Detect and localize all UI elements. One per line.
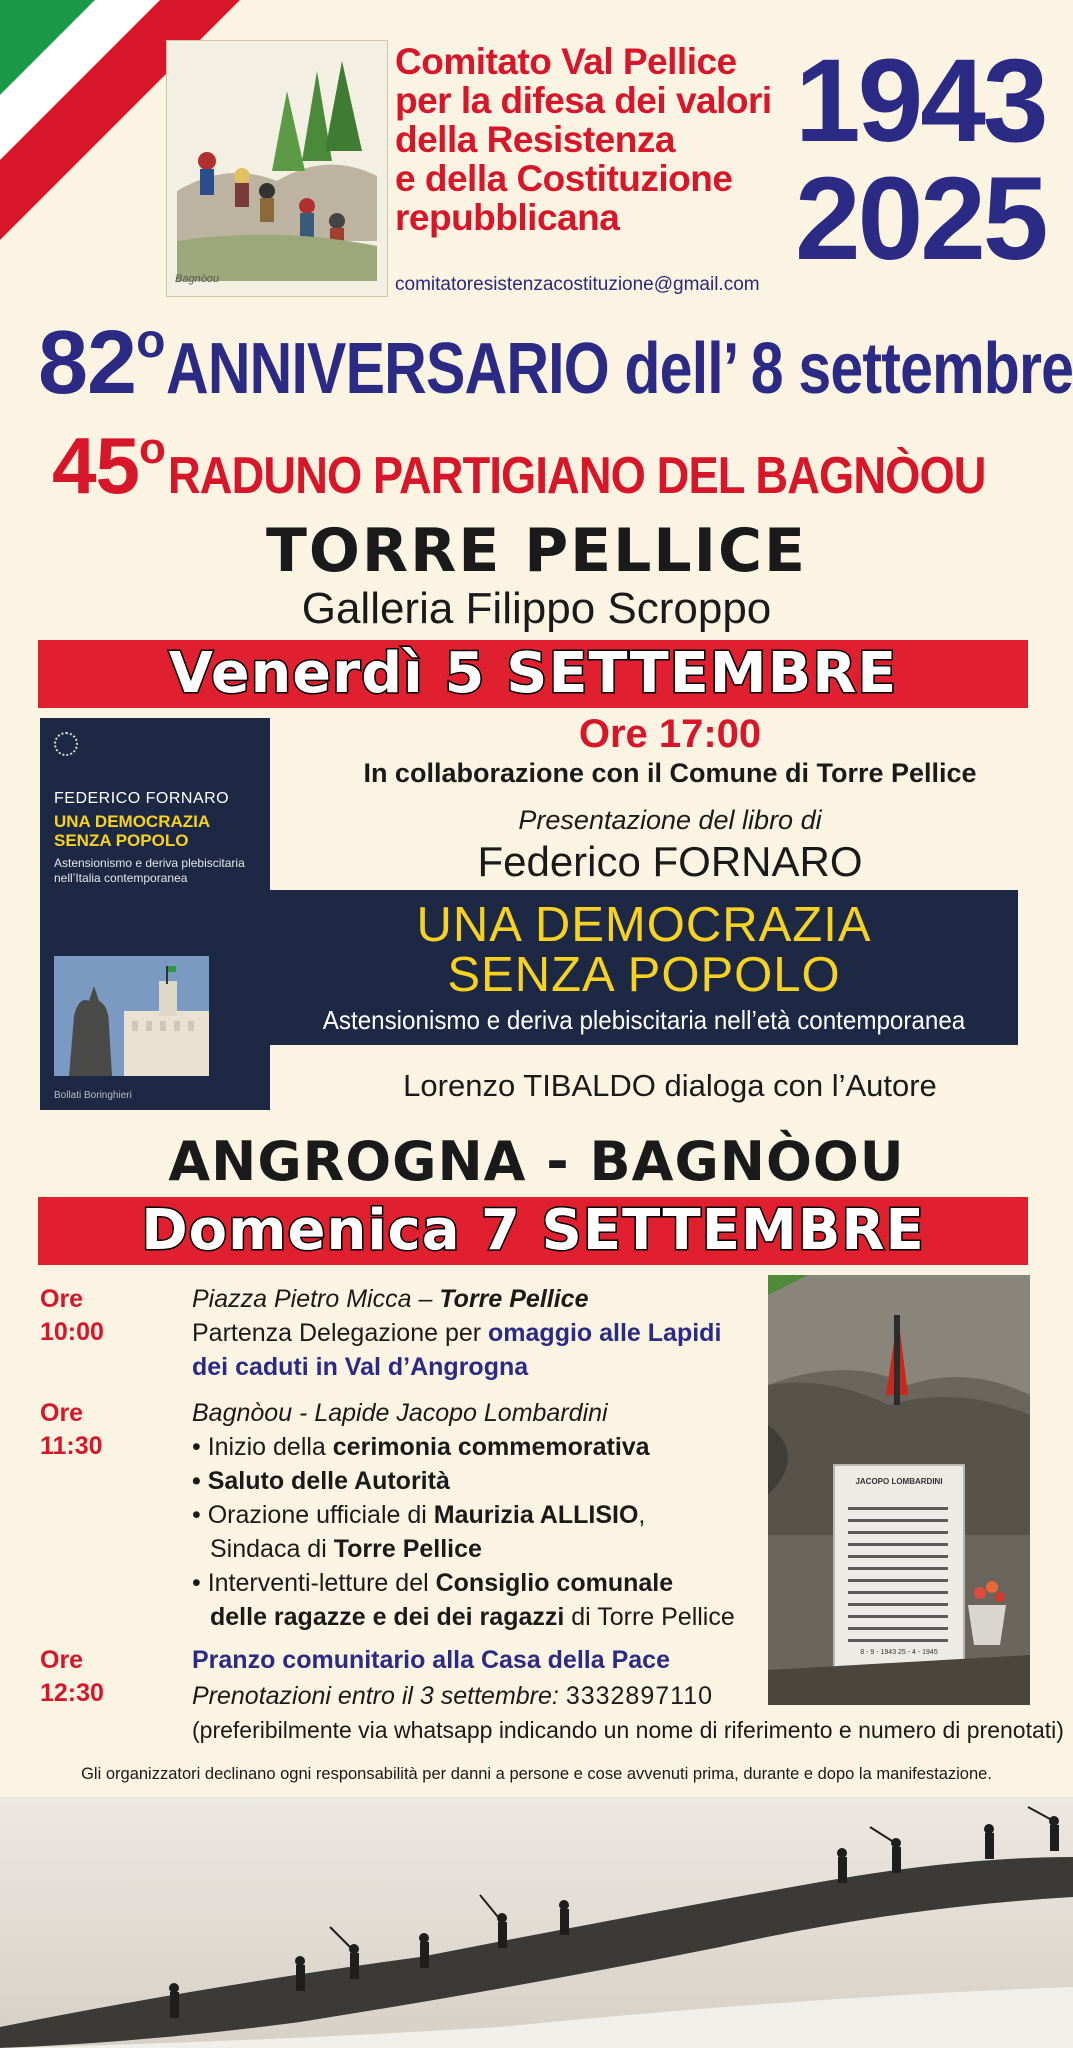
committee-line: e della Costituzione (395, 158, 733, 199)
plaque-name: JACOPO LOMBARDINI (855, 1477, 943, 1486)
program-bullet-cont (210, 1601, 735, 1634)
book-cover-subtitle-2: nell’Italia contemporanea (54, 871, 188, 885)
bullet-text: • Orazione ufficiale di (192, 1501, 434, 1529)
committee-line: Comitato Val Pellice (395, 41, 737, 82)
anniversary-ordinal: o (136, 315, 165, 368)
program-bullet: • Saluto delle Autorità (192, 1467, 450, 1495)
book-subtitle: Astensionismo e deriva plebiscitaria nell’età contemporanea (322, 1005, 966, 1035)
friday-time: Ore 17:00 (578, 712, 762, 756)
friday-author: Federico FORNARO (477, 838, 863, 885)
raduno-text: RADUNO PARTIGIANO DEL BAGNÒOU (168, 447, 986, 505)
bullet-text: • Inizio della (192, 1433, 333, 1461)
committee-email[interactable]: comitatoresistenzacostituzione@gmail.com (395, 274, 760, 295)
book-cover-title-1: UNA DEMOCRAZIA (54, 812, 211, 831)
program-time: Ore 10:00 (40, 1285, 104, 1346)
friday-venue: Galleria Filippo Scroppo (301, 584, 772, 633)
program-location (192, 1283, 588, 1316)
location-text: Piazza Pietro Micca – (192, 1285, 440, 1313)
memorial-plaque-photo (768, 1275, 1030, 1705)
book-title-1: UNA DEMOCRAZIA (416, 898, 872, 952)
reservation-phone[interactable]: 3332897110 (565, 1682, 713, 1710)
sunday-date: Domenica 7 SETTEMBRE (141, 1198, 925, 1263)
program-text: Partenza Delegazione per (192, 1319, 489, 1347)
book-cover-publisher: Bollati Boringhieri (54, 1090, 132, 1101)
book-cover-title-2: SENZA POPOLO (54, 831, 189, 850)
friday-dialog: Lorenzo TIBALDO dialoga con l’Autore (403, 1068, 937, 1103)
year-end: 2025 (795, 153, 1046, 285)
bullet-text: , (638, 1501, 646, 1529)
raduno-title (52, 420, 1073, 512)
publisher-logo-icon (54, 732, 78, 756)
committee-line: della Resistenza (395, 119, 675, 160)
program-highlight: dei caduti in Val d’Angrogna (192, 1353, 529, 1381)
committee-line: per la difesa dei valori (395, 80, 772, 121)
friday-date: Venerdì 5 SETTEMBRE (168, 641, 898, 706)
reservation-text: Prenotazioni entro il 3 settembre: (192, 1682, 566, 1710)
program-time: Ore 12:30 (40, 1646, 104, 1707)
bullet-bold: delle ragazze e dei dei ragazzi (210, 1603, 565, 1631)
bullet-text: Sindaca di (210, 1535, 334, 1563)
book-cover-photo (54, 956, 209, 1076)
friday-presentation: Presentazione del libro di (518, 805, 822, 835)
friday-place: TORRE PELLICE (266, 516, 807, 586)
plaque-dates: 8 - 9 - 1943 25 - 4 - 1945 (860, 1649, 938, 1656)
raduno-number: 45 (52, 421, 139, 510)
program-location: Bagnòou - Lapide Jacopo Lombardini (192, 1399, 608, 1427)
bullet-text: di Torre Pellice (564, 1603, 735, 1631)
sketch-caption: Bagnòou (175, 273, 220, 285)
sunday-date-band (38, 1197, 1028, 1265)
book-title-2: SENZA POPOLO (447, 948, 841, 1002)
book-cover (40, 718, 270, 1110)
years-block (795, 35, 1065, 285)
program-bullet (192, 1431, 650, 1464)
program-line (192, 1317, 721, 1350)
disclaimer: Gli organizzatori declinano ogni responsabilità per danni a persone e cose avvenuti prima, durante e dopo la manifestazione. (81, 1765, 992, 1783)
committee-name (395, 42, 795, 237)
program-highlight: Pranzo comunitario alla Casa della Pace (192, 1646, 670, 1674)
friday-collaboration: In collaborazione con il Comune di Torre Pellice (363, 758, 977, 788)
bullet-bold: Consiglio comunale (435, 1569, 674, 1597)
year-start: 1943 (795, 35, 1046, 167)
reservation-note: (preferibilmente via whatsapp indicando un nome di riferimento e numero di prenotati) (192, 1717, 1064, 1743)
program-highlight: omaggio alle Lapidi (488, 1319, 722, 1347)
bullet-bold: Maurizia ALLISIO (433, 1501, 639, 1529)
bullet-text: • Interventi-letture del (192, 1569, 436, 1597)
bullet-bold: cerimonia commemorativa (332, 1433, 650, 1461)
program-line (192, 1680, 713, 1713)
anniversary-number: 82 (38, 313, 137, 413)
sunday-place: ANGROGNA - BAGNÒOU (168, 1130, 905, 1193)
friday-date-band (38, 640, 1028, 708)
book-cover-author: FEDERICO FORNARO (54, 790, 230, 807)
raduno-ordinal: o (138, 424, 165, 473)
committee-line: repubblicana (395, 197, 620, 238)
partisan-sketch-illustration (166, 40, 388, 297)
program-bullet-cont (210, 1533, 482, 1566)
anniversary-text: ANNIVERSARIO dell’ 8 settembre (165, 329, 1073, 409)
program-bullet (192, 1499, 645, 1532)
book-title-band (270, 890, 1018, 1045)
location-bold: Torre Pellice (439, 1285, 589, 1313)
book-cover-subtitle-1: Astensionismo e deriva plebiscitaria (54, 856, 245, 870)
bullet-bold: Torre Pellice (333, 1535, 482, 1563)
anniversary-title (38, 312, 1073, 415)
partisans-march-photo (0, 1797, 1073, 2048)
program-time: Ore 11:30 (40, 1399, 103, 1460)
program-bullet (192, 1567, 673, 1600)
